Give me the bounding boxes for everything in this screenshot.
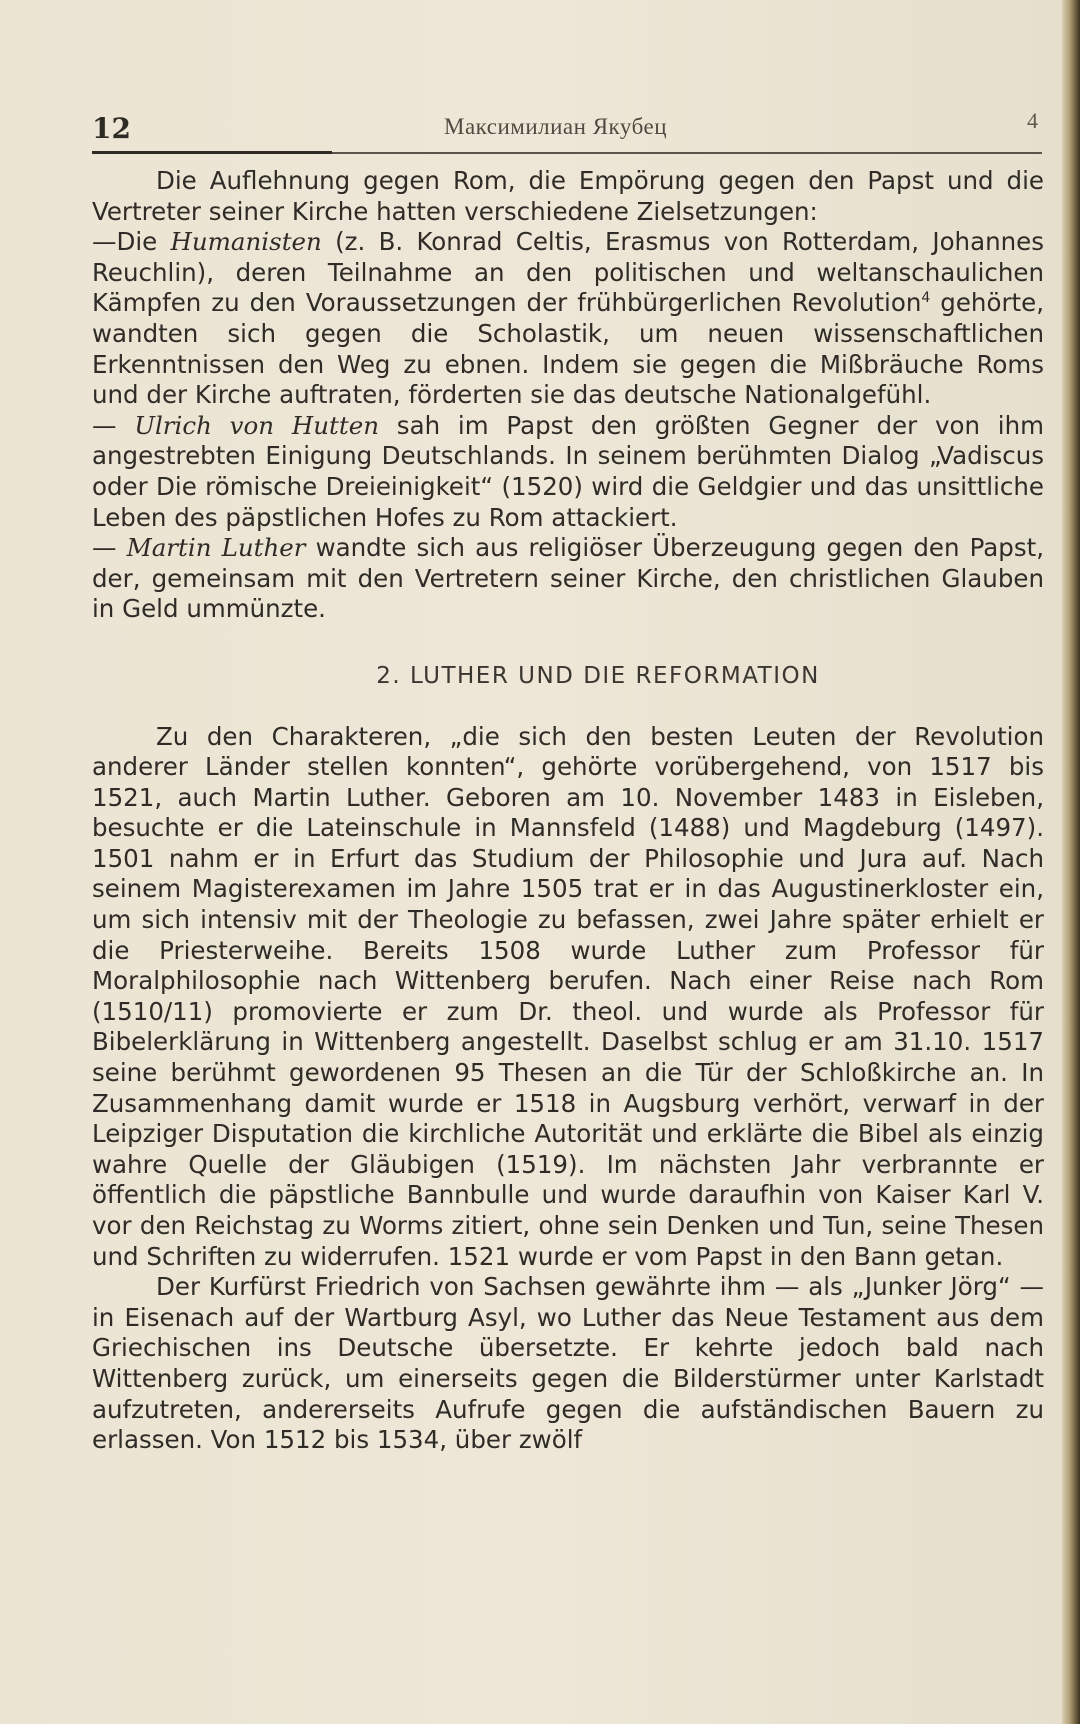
item-text: wandte sich aus religiöser Überzeugung gegen den Papst, der, gemeinsam mit den Vertretern seiner Kirche, den christlichen Glauben in Geld ummünzte. [92, 533, 1045, 624]
section-heading: 2. LUTHER UND DIE REFORMATION [376, 662, 820, 689]
item-text-continued: gehörte, wandten sich gegen die Scholastik, um neuen wissenschaftlichen Erkenntnissen den Weg zu ebnen. Indem sie gegen die Mißbräuche Roms und der Kirche auftraten, förderten sie das deutsche Nationalgefühl. [92, 288, 1044, 410]
item-name: Ulrich von Hutten [134, 410, 379, 440]
running-head: Максимилиан Якубец [444, 114, 667, 139]
page-number: 12 [92, 112, 131, 145]
book-spine-edge [1062, 0, 1080, 1724]
footnote-marker: 4 [921, 290, 931, 307]
item-prefix: —Die [92, 227, 171, 257]
item-prefix: — [92, 410, 135, 440]
page-header [92, 108, 1042, 152]
item-prefix: — [92, 533, 127, 563]
body-text [92, 166, 1044, 1456]
item-text: (z. B. Konrad Celtis, Erasmus von Rotterdam, Johannes Reuchlin), deren Teilnahme an den politischen und weltanschaulichen Kämpfen zu den Voraussetzungen der frühbürgerlichen Revolution [92, 227, 1044, 318]
intro-paragraph: Die Auflehnung gegen Rom, die Empörung gegen den Papst und die Vertreter seiner Kirche hatten verschiedene Zielsetzungen: [92, 166, 1044, 226]
paragraph-wartburg: Der Kurfürst Friedrich von Sachsen gewährte ihm — als „Junker Jörg“ — in Eisenach auf der Wartburg Asyl, wo Luther das Neue Testament aus dem Griechischen ins Deutsche übersetzte. Er kehrte jedoch bald nach Wittenberg zurück, um einerseits gegen die Bilderstürmer unter Karlstadt aufzutreten, andererseits Aufrufe gegen die aufständischen Bauern zu erlassen. Von 1512 bis 1534, über zwölf [92, 1272, 1044, 1455]
item-name: Humanisten [170, 227, 322, 257]
list-item-hutten [92, 411, 1044, 533]
paragraph-luther-biography: Zu den Charakteren, „die sich den besten Leuten der Revolution anderer Länder stellen konnten“, gehörte vorübergehend, von 1517 bis 1521, auch Martin Luther. Geboren am 10. November 1483 in Eisleben, besuchte er die Lateinschule in Mannsfeld (1488) und Magdeburg (1497). 1501 nahm er in Erfurt das Studium der Philosophie und Jura auf. Nach seinem Magisterexamen im Jahre 1505 trat er in das Augustinerkloster ein, um sich intensiv mit der Theologie zu befassen, zwei Jahre später erhielt er die Priesterweihe. Bereits 1508 wurde Luther zum Professor für Moralphilosophie nach Wittenberg berufen. Nach einer Reise nach Rom (1510/11) promovierte er zum Dr. theol. und wurde als Professor für Bibelerklärung in Wittenberg angestellt. Daselbst schlug er am 31.10. 1517 seine berühmt gewordenen 95 Thesen an die Tür der Schloßkirche an. In Zusammenhang damit wurde er 1518 in Augsburg verhört, verwarf in der Leipziger Disputation die kirchliche Autorität und erklärte die Bibel als einzig wahre Quelle der Gläubigen (1519). Im nächsten Jahr verbrannte er öffentlich die päpstliche Bannbulle und wurde daraufhin von Kaiser Karl V. vor den Reichstag zu Worms zitiert, ohne sein Denken und Tun, seine Thesen und Schriften zu widerrufen. 1521 wurde er vom Papst in den Bann getan. [92, 721, 1044, 1271]
list-item-humanisten [92, 227, 1044, 411]
header-rule-accent [92, 151, 332, 154]
item-text: sah im Papst den größten Gegner der von ihm angestrebten Einigung Deutschlands. In seinem berühmten Dialog „Vadiscus oder Die römische Dreieinigkeit“ (1520) wird die Geldgier und das unsittliche Leben des päpstlichen Hofes zu Rom attackiert. [92, 410, 1044, 532]
list-item-luther [92, 533, 1044, 625]
item-name: Martin Luther [126, 533, 306, 563]
margin-mark: 4 [1027, 108, 1038, 133]
